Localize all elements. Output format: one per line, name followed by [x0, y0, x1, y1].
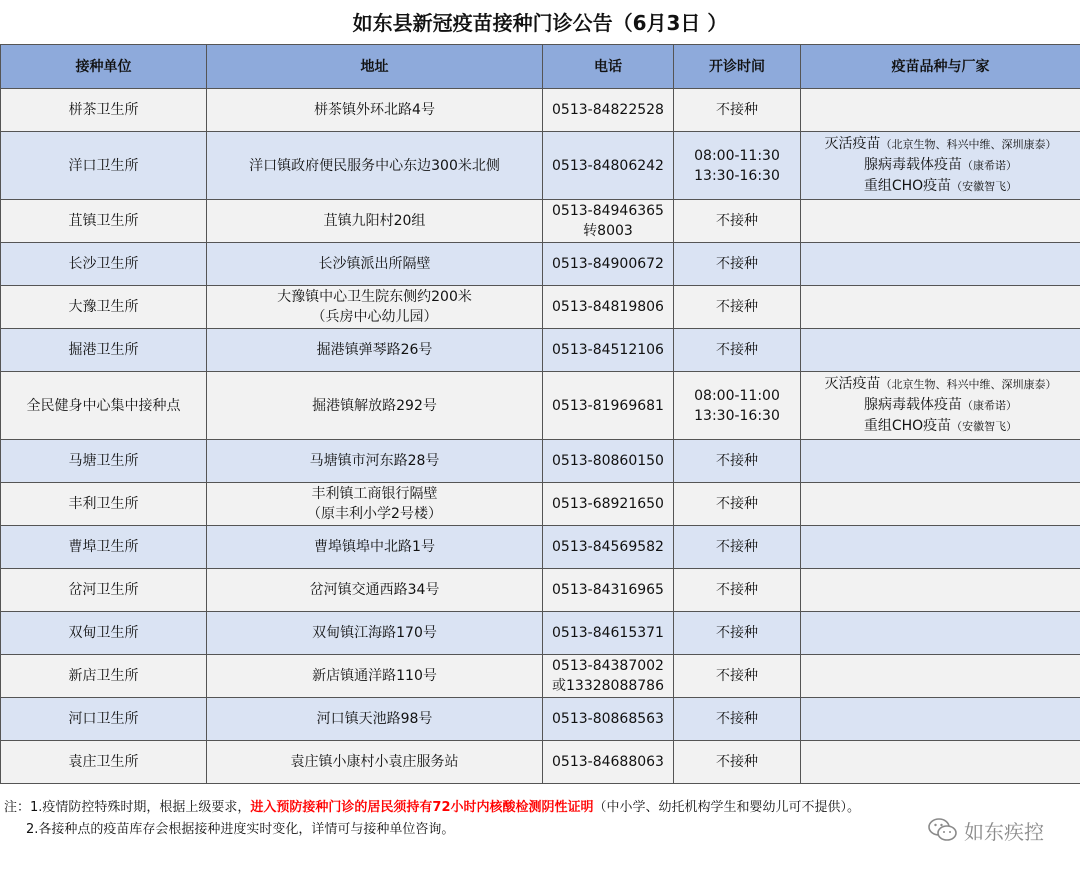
cell-unit: 河口卫生所: [1, 698, 207, 741]
cell-hours: [674, 132, 801, 200]
cell-address-line: 马塘镇市河东路28号: [309, 453, 440, 469]
cell-unit: 栟茶卫生所: [1, 89, 207, 132]
cell-hours: [674, 440, 801, 483]
cell-hours-line: 不接种: [716, 711, 758, 727]
header-phone: 电话: [543, 45, 674, 89]
cell-hours-line: 不接种: [716, 754, 758, 770]
cell-phone: [543, 200, 674, 243]
cell-address-line: （原丰利小学2号楼）: [307, 506, 442, 522]
cell-phone-line: 0513-80860150: [552, 453, 664, 469]
cell-vaccine: [801, 655, 1080, 698]
cell-unit: 长沙卫生所: [1, 243, 207, 286]
table-row: [1, 483, 1080, 526]
cell-address: [207, 655, 543, 698]
vaccine-maker: （北京生物、科兴中维、深圳康泰）: [880, 378, 1057, 391]
cell-hours-line: 不接种: [716, 256, 758, 272]
cell-address: [207, 132, 543, 200]
table-row: [1, 243, 1080, 286]
cell-phone: [543, 286, 674, 329]
cell-vaccine: [801, 483, 1080, 526]
cell-address-line: 河口镇天池路98号: [316, 711, 433, 727]
cell-address-line: 新店镇通洋路110号: [312, 668, 437, 684]
cell-vaccine: [801, 286, 1080, 329]
header-hours: 开诊时间: [674, 45, 801, 89]
cell-address-line: 栟茶镇外环北路4号: [314, 102, 435, 118]
table-row: [1, 569, 1080, 612]
cell-phone: [543, 329, 674, 372]
table-row: [1, 200, 1080, 243]
cell-unit: 掘港卫生所: [1, 329, 207, 372]
cell-phone: [543, 741, 674, 784]
cell-phone-line: 0513-84822528: [552, 102, 664, 118]
cell-hours: [674, 483, 801, 526]
cell-hours-line: 不接种: [716, 625, 758, 641]
cell-phone-line: 转8003: [583, 223, 633, 239]
cell-vaccine: [801, 526, 1080, 569]
table-row: [1, 132, 1080, 200]
table-row: [1, 372, 1080, 440]
cell-phone-line: 0513-84688063: [552, 754, 664, 770]
cell-phone: [543, 89, 674, 132]
cell-hours: [674, 89, 801, 132]
note-1-highlight: 进入预防接种门诊的居民须持有72小时内核酸检测阴性证明: [250, 800, 594, 815]
cell-hours: [674, 329, 801, 372]
wechat-icon: [928, 817, 958, 843]
cell-vaccine: [801, 89, 1080, 132]
cell-phone-line: 0513-80868563: [552, 711, 664, 727]
cell-hours: [674, 655, 801, 698]
cell-phone-line: 或13328088786: [552, 678, 664, 694]
cell-address: [207, 372, 543, 440]
table-row: [1, 329, 1080, 372]
cell-hours: [674, 526, 801, 569]
cell-hours: [674, 243, 801, 286]
cell-phone: [543, 243, 674, 286]
cell-address: [207, 200, 543, 243]
cell-address: [207, 440, 543, 483]
cell-address: [207, 612, 543, 655]
vaccine-line: [805, 155, 1076, 176]
cell-hours-line: 不接种: [716, 213, 758, 229]
cell-address-line: 掘港镇解放路292号: [312, 397, 437, 414]
header-unit: 接种单位: [1, 45, 207, 89]
cell-hours-line: 不接种: [716, 496, 758, 512]
cell-phone: [543, 612, 674, 655]
vaccine-line: [805, 374, 1076, 395]
cell-phone-line: 0513-84615371: [552, 625, 664, 641]
cell-vaccine: [801, 741, 1080, 784]
cell-vaccine: [801, 440, 1080, 483]
vaccine-name: 灭活疫苗: [824, 376, 881, 392]
cell-phone-line: 0513-84946365: [552, 203, 664, 219]
table-row: [1, 655, 1080, 698]
cell-hours-line: 08:00-11:30: [694, 147, 780, 164]
header-vaccine: 疫苗品种与厂家: [801, 45, 1080, 89]
cell-address-line: （兵房中心幼儿园）: [311, 309, 438, 325]
vaccine-maker: （康希诺）: [962, 159, 1017, 172]
vaccine-name: 腺病毒载体疫苗: [864, 397, 962, 413]
cell-vaccine: [801, 372, 1080, 440]
table-row: [1, 89, 1080, 132]
vaccine-maker: （康希诺）: [962, 399, 1017, 412]
cell-address-line: 洋口镇政府便民服务中心东边300米北侧: [249, 157, 500, 174]
cell-hours-line: 不接种: [716, 539, 758, 555]
cell-vaccine: [801, 698, 1080, 741]
cell-hours-line: 不接种: [716, 453, 758, 469]
cell-phone: [543, 440, 674, 483]
table-header-row: [1, 45, 1080, 89]
cell-hours-line: 13:30-16:30: [694, 167, 780, 184]
cell-address: [207, 286, 543, 329]
cell-address: [207, 569, 543, 612]
cell-hours: [674, 200, 801, 243]
cell-address: [207, 329, 543, 372]
cell-hours: [674, 569, 801, 612]
watermark-text: 如东疾控: [964, 819, 1044, 844]
cell-address-line: 双甸镇江海路170号: [312, 625, 437, 641]
cell-phone-line: 0513-84900672: [552, 256, 664, 272]
cell-phone-line: 0513-81969681: [552, 397, 664, 414]
cell-unit: 岔河卫生所: [1, 569, 207, 612]
vaccine-line: [805, 176, 1076, 197]
table-row: [1, 440, 1080, 483]
cell-phone-line: 0513-84512106: [552, 342, 664, 358]
cell-unit: 新店卫生所: [1, 655, 207, 698]
cell-unit: 双甸卫生所: [1, 612, 207, 655]
note-1: 注：1.疫情防控特殊时期，根据上级要求，进入预防接种门诊的居民须持有72小时内核酸检测阴性证明（中小学、幼托机构学生和婴幼儿可不提供）。: [4, 800, 861, 815]
cell-hours-line: 不接种: [716, 668, 758, 684]
vaccine-line: [805, 134, 1076, 155]
vaccine-line: [805, 395, 1076, 416]
cell-hours-line: 不接种: [716, 582, 758, 598]
cell-vaccine: [801, 569, 1080, 612]
vaccine-maker: （安徽智飞）: [951, 180, 1018, 193]
cell-unit: 丰利卫生所: [1, 483, 207, 526]
cell-hours-line: 13:30-16:30: [694, 407, 780, 424]
cell-phone-line: 0513-84806242: [552, 157, 664, 174]
cell-hours-line: 不接种: [716, 299, 758, 315]
clinic-table: [0, 44, 1080, 784]
cell-address-line: 丰利镇工商银行隔壁: [311, 486, 438, 502]
cell-hours: [674, 698, 801, 741]
cell-hours-line: 不接种: [716, 342, 758, 358]
table-row: [1, 741, 1080, 784]
vaccine-name: 腺病毒载体疫苗: [864, 157, 962, 173]
cell-phone-line: 0513-68921650: [552, 496, 664, 512]
cell-phone-line: 0513-84819806: [552, 299, 664, 315]
cell-address-line: 岔河镇交通西路34号: [309, 582, 440, 598]
cell-address: [207, 483, 543, 526]
cell-phone: [543, 698, 674, 741]
cell-phone: [543, 132, 674, 200]
cell-unit: 苴镇卫生所: [1, 200, 207, 243]
table-row: [1, 526, 1080, 569]
cell-vaccine: [801, 200, 1080, 243]
cell-phone: [543, 655, 674, 698]
page-title: 如东县新冠疫苗接种门诊公告（6月3日 ）: [352, 11, 728, 35]
cell-address: [207, 698, 543, 741]
cell-phone-line: 0513-84387002: [552, 658, 664, 674]
note-2: 2.各接种点的疫苗库存会根据接种进度实时变化，详情可与接种单位咨询。: [26, 822, 455, 837]
cell-address-line: 袁庄镇小康村小袁庄服务站: [290, 754, 459, 770]
cell-phone: [543, 569, 674, 612]
cell-address-line: 曹埠镇埠中北路1号: [314, 539, 435, 555]
cell-hours-line: 08:00-11:00: [694, 387, 780, 404]
cell-phone: [543, 483, 674, 526]
cell-address: [207, 243, 543, 286]
header-address: 地址: [207, 45, 543, 89]
cell-vaccine: [801, 132, 1080, 200]
cell-phone-line: 0513-84569582: [552, 539, 664, 555]
cell-address-line: 掘港镇弹琴路26号: [316, 342, 433, 358]
vaccine-line: [805, 416, 1076, 437]
cell-unit: 曹埠卫生所: [1, 526, 207, 569]
cell-address-line: 大豫镇中心卫生院东侧约200米: [277, 289, 472, 305]
cell-unit: 马塘卫生所: [1, 440, 207, 483]
cell-phone-line: 0513-84316965: [552, 582, 664, 598]
cell-hours: [674, 372, 801, 440]
vaccine-maker: （安徽智飞）: [951, 420, 1018, 433]
cell-address-line: 长沙镇派出所隔壁: [318, 256, 431, 272]
vaccine-name: 灭活疫苗: [824, 136, 881, 152]
table-row: [1, 698, 1080, 741]
vaccine-name: 重组CHO疫苗: [863, 178, 952, 194]
vaccine-name: 重组CHO疫苗: [863, 418, 952, 434]
cell-hours: [674, 612, 801, 655]
cell-vaccine: [801, 243, 1080, 286]
cell-phone: [543, 372, 674, 440]
cell-address: [207, 89, 543, 132]
cell-address: [207, 526, 543, 569]
cell-hours: [674, 741, 801, 784]
watermark: [928, 813, 1044, 847]
vaccine-maker: （北京生物、科兴中维、深圳康泰）: [880, 138, 1057, 151]
cell-hours-line: 不接种: [716, 102, 758, 118]
cell-unit: 袁庄卫生所: [1, 741, 207, 784]
cell-unit: 全民健身中心集中接种点: [1, 372, 207, 440]
cell-vaccine: [801, 612, 1080, 655]
cell-hours: [674, 286, 801, 329]
cell-address: [207, 741, 543, 784]
cell-phone: [543, 526, 674, 569]
footnotes: [4, 797, 1080, 841]
cell-unit: 大豫卫生所: [1, 286, 207, 329]
cell-vaccine: [801, 329, 1080, 372]
table-row: [1, 612, 1080, 655]
table-row: [1, 286, 1080, 329]
cell-address-line: 苴镇九阳村20组: [323, 213, 426, 229]
cell-unit: 洋口卫生所: [1, 132, 207, 200]
